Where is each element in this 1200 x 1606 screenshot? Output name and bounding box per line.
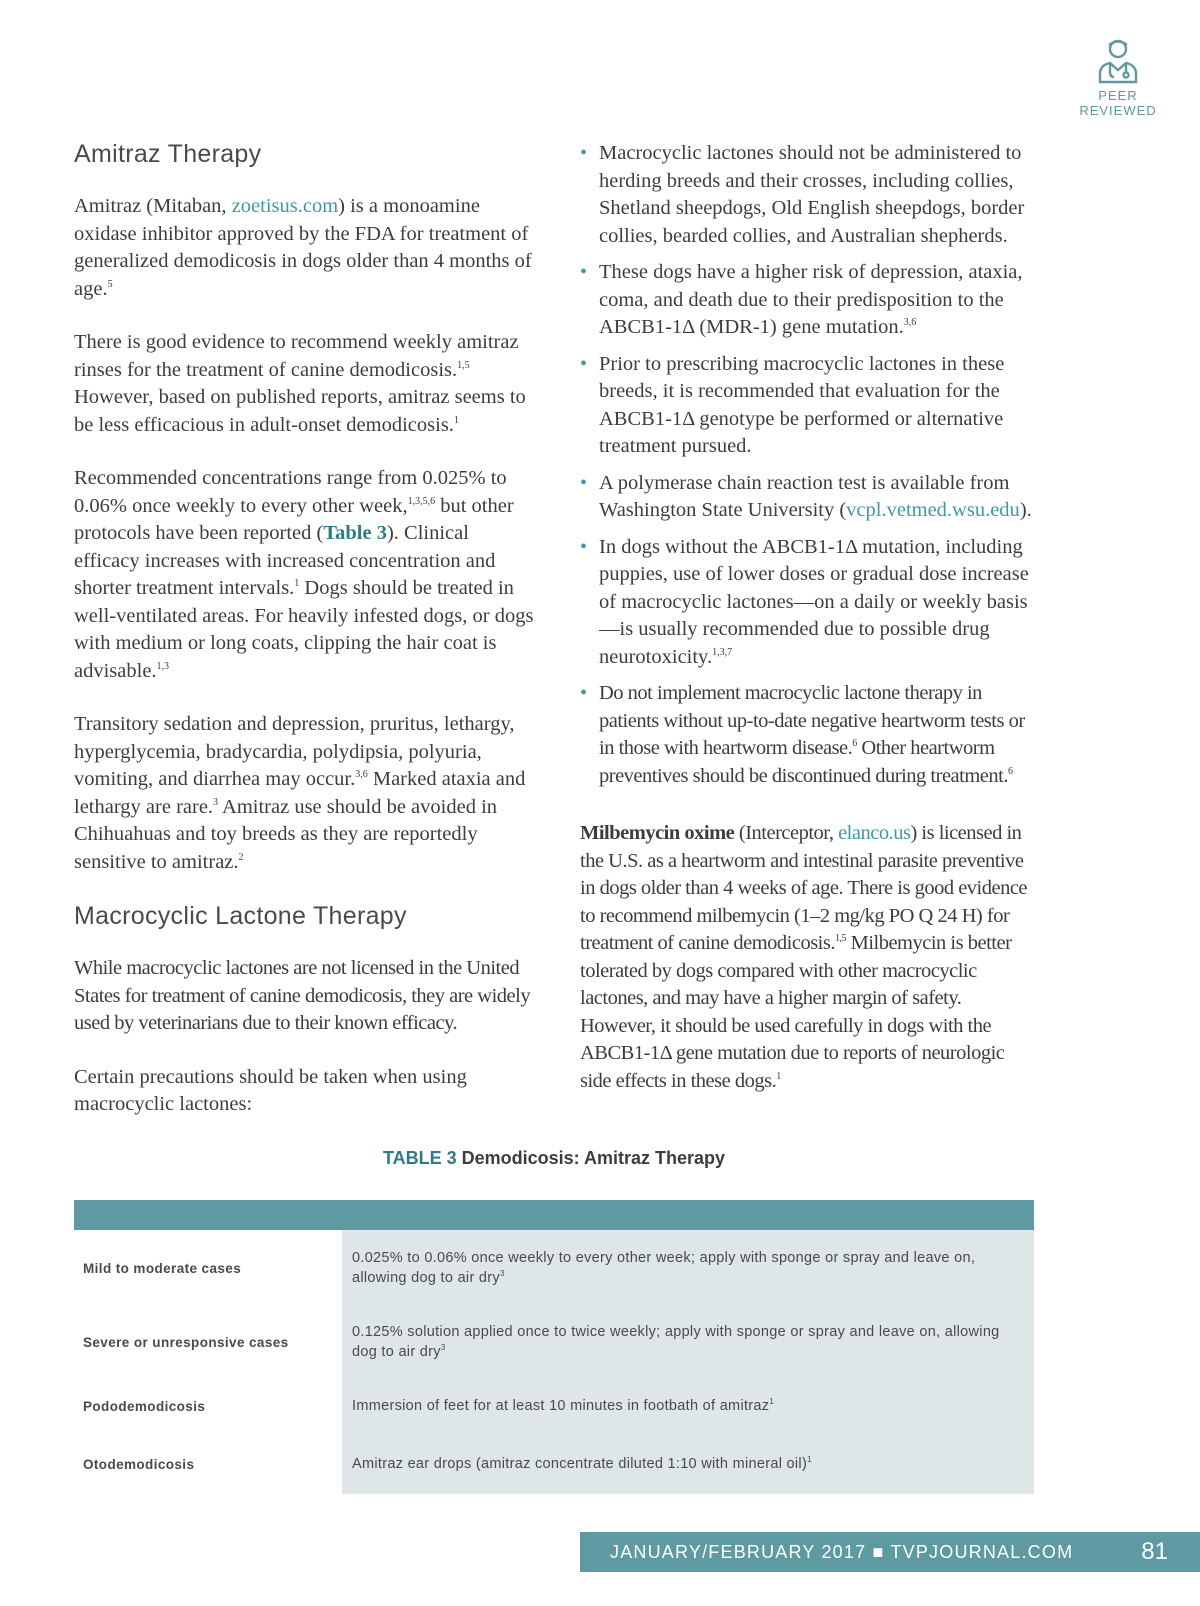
table-row — [74, 1306, 1034, 1378]
amitraz-paragraph-4 — [74, 711, 534, 876]
text: ). Clinical efficacy increases with increased concentration and shorter treatment intervals. — [74, 522, 496, 599]
table-row — [74, 1434, 1034, 1494]
reference: 2 — [238, 851, 244, 863]
text: However, based on published reports, amitraz seems to be less efficacious in adult-onset demodicosis. — [74, 386, 526, 436]
bullet-icon: • — [580, 352, 588, 375]
row-label: Mild to moderate cases — [83, 1260, 242, 1276]
wsu-link[interactable]: vcpl.vetmed.wsu.edu — [846, 499, 1020, 521]
reference: 1 — [294, 578, 300, 590]
reference: 3 — [213, 796, 219, 808]
reference: 3 — [440, 1343, 446, 1353]
text: Amitraz ear drops (amitraz concentrate diluted 1:10 with mineral oil) — [352, 1456, 808, 1472]
peer-reviewed-badge — [1070, 36, 1166, 118]
table-header-bar — [74, 1200, 1034, 1230]
reference: 6 — [1007, 765, 1013, 777]
reference: 6 — [852, 738, 857, 750]
text: There is good evidence to recommend weekly amitraz rinses for the treatment of canine demodicosis. — [74, 331, 519, 381]
table-number: TABLE 3 — [382, 1148, 457, 1168]
reference: 1 — [776, 1070, 781, 1082]
doctor-icon — [1096, 36, 1140, 84]
bullet-icon: • — [580, 471, 588, 494]
text: 0.125% solution applied once to twice weekly; apply with sponge or spray and leave on, allowing dog to air dry — [352, 1324, 1000, 1360]
reference: 1,3,7 — [712, 646, 733, 658]
list-item — [580, 470, 1040, 525]
text: These dogs have a higher risk of depression, ataxia, coma, and death due to their predisposition to the ABCB1-1Δ (MDR-1) gene mutation. — [599, 261, 1023, 338]
list-item — [580, 680, 1040, 790]
bullet-icon: • — [580, 261, 588, 283]
list-item — [580, 351, 1040, 461]
footer-journal: JANUARY/FEBRUARY 2017 ■ TVPJOURNAL.COM — [610, 1542, 1074, 1562]
right-column — [580, 140, 1040, 1121]
reference: 1,5 — [457, 359, 470, 371]
reference: 1,5 — [834, 933, 846, 945]
macrocyclic-paragraph-2: Certain precautions should be taken when using macrocyclic lactones: — [74, 1065, 467, 1115]
amitraz-heading: Amitraz Therapy — [74, 140, 262, 168]
bullet-icon: • — [580, 142, 588, 164]
table-row — [74, 1378, 1034, 1434]
page-number: 81 — [1141, 1538, 1168, 1565]
text: Recommended concentrations range from 0.025% to 0.06% once weekly to every other week, — [74, 467, 507, 517]
reference: 1 — [769, 1397, 775, 1407]
text: Milbemycin is better tolerated by dogs compared with other macrocyclic lactones, and may have a higher margin of safety. However, it should be used carefully in dogs with the ABCB1-1Δ gene mutation due to reports of neurologic side effects in these dogs. — [580, 932, 1012, 1092]
row-label: Pododemodicosis — [83, 1398, 206, 1414]
reference: 3 — [499, 1269, 505, 1279]
reference: 1,3,5,6 — [407, 495, 436, 507]
amitraz-table — [74, 1230, 1034, 1494]
text: Prior to prescribing macrocyclic lactones in these breeds, it is recommended that evaluation for the ABCB1-1Δ genotype be performed or alternative treatment pursued. — [599, 352, 1005, 457]
text: A polymerase chain reaction test is available from Washington State University ( — [599, 471, 1010, 521]
text: Marked ataxia and lethargy are rare. — [74, 768, 526, 818]
reference: 1,3 — [156, 660, 170, 672]
list-item — [580, 140, 1040, 250]
table-title — [74, 1148, 1034, 1169]
bullet-icon: • — [580, 682, 587, 704]
badge-line1: PEER — [1098, 88, 1138, 103]
text: Other heartworm preventives should be discontinued during treatment. — [599, 737, 1008, 787]
footer-bar — [580, 1532, 1200, 1572]
list-item — [580, 534, 1040, 672]
row-value — [342, 1434, 1034, 1494]
bullet-icon: • — [580, 535, 588, 558]
text: but other protocols have been reported ( — [74, 494, 514, 544]
row-label: Severe or unresponsive cases — [83, 1334, 289, 1350]
text: ). — [1019, 499, 1032, 521]
row-label: Otodemodicosis — [83, 1456, 195, 1472]
table-caption: Demodicosis: Amitraz Therapy — [461, 1148, 726, 1168]
reference: 1 — [453, 414, 459, 426]
list-item — [580, 259, 1040, 342]
reference: 1 — [807, 1455, 812, 1465]
precautions-list — [580, 140, 1040, 790]
text: Amitraz use should be avoided in Chihuahuas and toy breeds as they are reportedly sensitive to amitraz. — [74, 795, 498, 873]
text: (Interceptor, — [734, 822, 839, 844]
text: 0.025% to 0.06% once weekly to every other week; apply with sponge or spray and leave on, allowing dog to air dry — [352, 1250, 976, 1286]
text: Dogs should be treated in well-ventilated areas. For heavily infested dogs, or dogs with medium or long coats, clipping the hair coat is advisable. — [74, 577, 534, 682]
milbemycin-paragraph — [580, 820, 1040, 1095]
text: ) is licensed in the U.S. as a heartworm and intestinal parasite preventive in dogs older than 4 weeks of age. There is good evidence to recommend milbemycin (1–2 mg/kg PO Q 24 H) for treatment of canine demodicosis. — [580, 822, 1028, 954]
text: ) is a monoamine oxidase inhibitor approved by the FDA for treatment of generalized demodicosis in dogs older than 4 months of age. — [74, 195, 532, 300]
macrocyclic-heading: Macrocyclic Lactone Therapy — [74, 902, 407, 930]
left-column — [74, 140, 534, 1145]
text: Immersion of feet for at least 10 minutes in footbath of amitraz — [352, 1398, 770, 1414]
text: Amitraz (Mitaban, — [74, 195, 232, 217]
table-row — [74, 1230, 1034, 1306]
amitraz-paragraph-3 — [74, 465, 534, 685]
row-value — [342, 1230, 1034, 1306]
reference: 3,6 — [903, 317, 917, 329]
amitraz-paragraph-1 — [74, 193, 534, 303]
reference: 5 — [107, 278, 113, 290]
zoetis-link[interactable]: zoetisus.com — [231, 195, 339, 217]
text: Macrocyclic lactones should not be administered to herding breeds and their crosses, including collies, Shetland sheepdogs, Old English sheepdogs, border collies, bearded collies, and Australian shepherds. — [599, 142, 1025, 247]
row-value — [342, 1306, 1034, 1378]
badge-line2: REVIEWED — [1079, 103, 1157, 118]
milbemycin-term: Milbemycin oxime — [580, 822, 735, 844]
amitraz-paragraph-2 — [74, 329, 534, 439]
text: Transitory sedation and depression, pruritus, lethargy, hyperglycemia, bradycardia, polydipsia, polyuria, vomiting, and diarrhea may occur. — [74, 713, 515, 790]
text: Do not implement macrocyclic lactone therapy in patients without up-to-date negative heartworm tests or in those with heartworm disease. — [599, 682, 1025, 759]
reference: 3,6 — [355, 769, 368, 781]
row-value — [342, 1378, 1034, 1434]
text: In dogs without the ABCB1-1Δ mutation, including puppies, use of lower doses or gradual dose increase of macrocyclic lactones—on a daily or weekly basis—is usually recommended due to possible drug neurotoxicity. — [599, 535, 1029, 668]
elanco-link[interactable]: elanco.us — [838, 822, 911, 844]
macrocyclic-paragraph-1: While macrocyclic lactones are not licensed in the United States for treatment of canine demodicosis, they are widely used by veterinarians due to their known efficacy. — [74, 957, 531, 1034]
table-reference-link[interactable]: Table 3 — [323, 522, 387, 544]
